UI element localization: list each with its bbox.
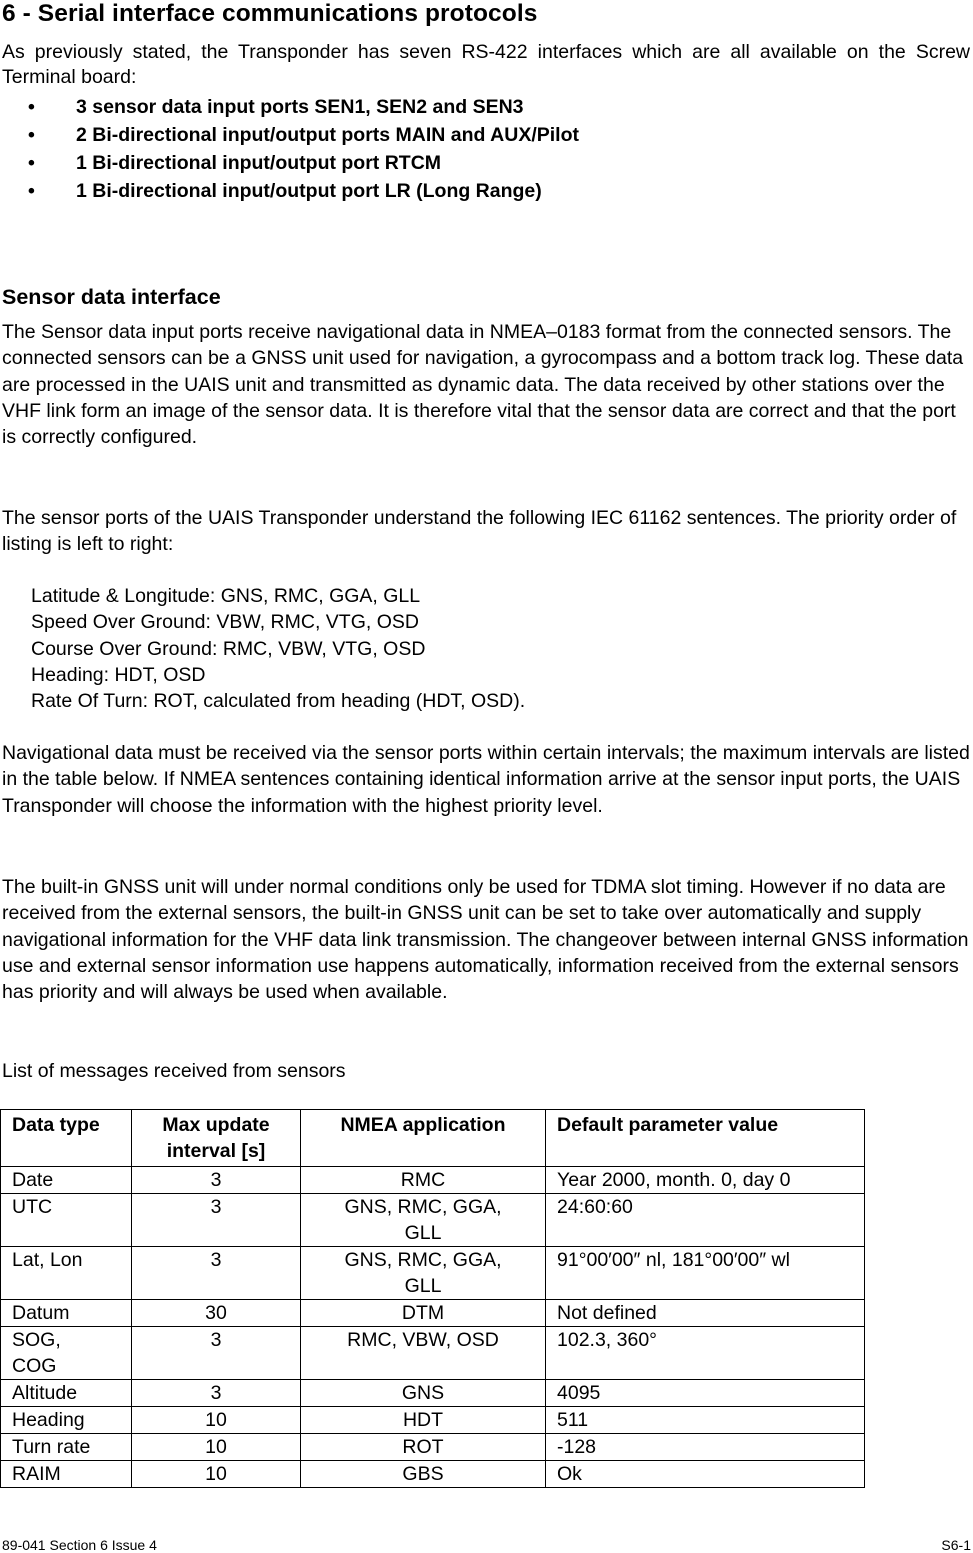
list-item: Course Over Ground: RMC, VBW, VTG, OSD [31,637,426,660]
interface-bullet-list [28,93,579,205]
table-cell: 3 [132,1167,301,1194]
table-cell: SOG, COG [1,1327,132,1380]
footer-page-number: S6-1 [941,1537,971,1553]
table-cell: GNS [301,1380,546,1407]
table-row [1,1167,865,1194]
table-row [1,1300,865,1327]
table-cell: 10 [132,1461,301,1488]
table-cell: RMC [301,1167,546,1194]
column-header: NMEA application [301,1110,546,1167]
priority-list [31,583,525,714]
table-cell: 91°00′00″ nl, 181°00′00″ wl [546,1247,865,1300]
table-cell: 24:60:60 [546,1194,865,1247]
table-cell: 3 [132,1327,301,1380]
sensor-paragraph-1: The Sensor data input ports receive navigational data in NMEA–0183 format from the connected sensors. The connected sensors can be a GNSS unit used for navigation, a gyrocompass and a bottom track log. These data are processed in the UAIS unit and transmitted as dynamic data. The data received by other stations over the VHF link form an image of the sensor data. It is therefore vital that the sensor data are correct and that the port is correctly configured. [2,321,964,449]
list-item: Speed Over Ground: VBW, RMC, VTG, OSD [31,611,419,634]
table-cell: Year 2000, month. 0, day 0 [546,1167,865,1194]
table-cell: 3 [132,1380,301,1407]
table-cell: Date [1,1167,132,1194]
list-item: Rate Of Turn: ROT, calculated from heading (HDT, OSD). [31,690,526,713]
list-item: • 1 Bi-directional input/output port RTCM [28,149,579,177]
table-row [1,1407,865,1434]
sensor-paragraph-3: Navigational data must be received via the sensor ports within certain intervals; the maximum intervals are listed in the table below. If NMEA sentences containing identical information arrive at the sensor input ports, the UAIS Transponder will choose the information with the highest priority level. [2,742,970,817]
sensor-paragraph-2: The sensor ports of the UAIS Transponder understand the following IEC 61162 sentences. The priority order of listing is left to right: [2,507,957,556]
table-cell: Altitude [1,1380,132,1407]
table-row [1,1461,865,1488]
column-header: Max update interval [s] [132,1110,301,1167]
table-cell: UTC [1,1194,132,1247]
table-cell: Turn rate [1,1434,132,1461]
table-cell: DTM [301,1300,546,1327]
table-cell: Datum [1,1300,132,1327]
column-header: Data type [1,1110,132,1167]
table-cell: HDT [301,1407,546,1434]
table-row [1,1327,865,1380]
bullet-icon: • [28,96,35,118]
table-cell: 10 [132,1407,301,1434]
table-caption: List of messages received from sensors [2,1060,346,1082]
table-cell: 511 [546,1407,865,1434]
table-cell: GNS, RMC, GGA, GLL [301,1247,546,1300]
table-row [1,1434,865,1461]
table-cell: 30 [132,1300,301,1327]
list-item: • 1 Bi-directional input/output port LR (Long Range) [28,177,579,205]
table-cell: 4095 [546,1380,865,1407]
table-cell: ROT [301,1434,546,1461]
section-heading: 6 - Serial interface communications protocols [2,0,538,27]
footer-doc-id: 89-041 Section 6 Issue 4 [2,1537,157,1553]
list-item: Latitude & Longitude: GNS, RMC, GGA, GLL [31,585,421,607]
table-cell: RAIM [1,1461,132,1488]
table-cell: RMC, VBW, OSD [301,1327,546,1380]
table-cell: 10 [132,1434,301,1461]
sensor-paragraph-4: The built-in GNSS unit will under normal conditions only be used for TDMA slot timing. However if no data are received from the external sensors, the built-in GNSS unit can be set to take over automatically and supply navigational information for the VHF data link transmission. The changeover between internal GNSS information use and external sensor information use happens automatically, information received from the external sensors has priority and will always be used when available. [2,876,969,1004]
table-cell: GNS, RMC, GGA, GLL [301,1194,546,1247]
list-item: • 2 Bi-directional input/output ports MAIN and AUX/Pilot [28,121,579,149]
table-cell: 102.3, 360° [546,1327,865,1380]
table-cell: 3 [132,1247,301,1300]
table-header-row [1,1110,865,1167]
table-cell: Lat, Lon [1,1247,132,1300]
bullet-icon: • [28,180,35,202]
bullet-icon: • [28,152,35,174]
list-item: Heading: HDT, OSD [31,663,206,686]
table-cell: Ok [546,1461,865,1488]
table-cell: Heading [1,1407,132,1434]
list-item: • 3 sensor data input ports SEN1, SEN2 and SEN3 [28,93,579,121]
sensor-messages-table [0,1109,865,1488]
table-row [1,1247,865,1300]
table-cell: Not defined [546,1300,865,1327]
bullet-icon: • [28,124,35,146]
intro-paragraph: As previously stated, the Transponder has seven RS-422 interfaces which are all available on the Screw Terminal board: [2,41,970,88]
table-cell: -128 [546,1434,865,1461]
table-cell: 3 [132,1194,301,1247]
column-header: Default parameter value [546,1110,865,1167]
table-row [1,1380,865,1407]
sensor-section-title: Sensor data interface [2,285,221,309]
table-cell: GBS [301,1461,546,1488]
table-row [1,1194,865,1247]
